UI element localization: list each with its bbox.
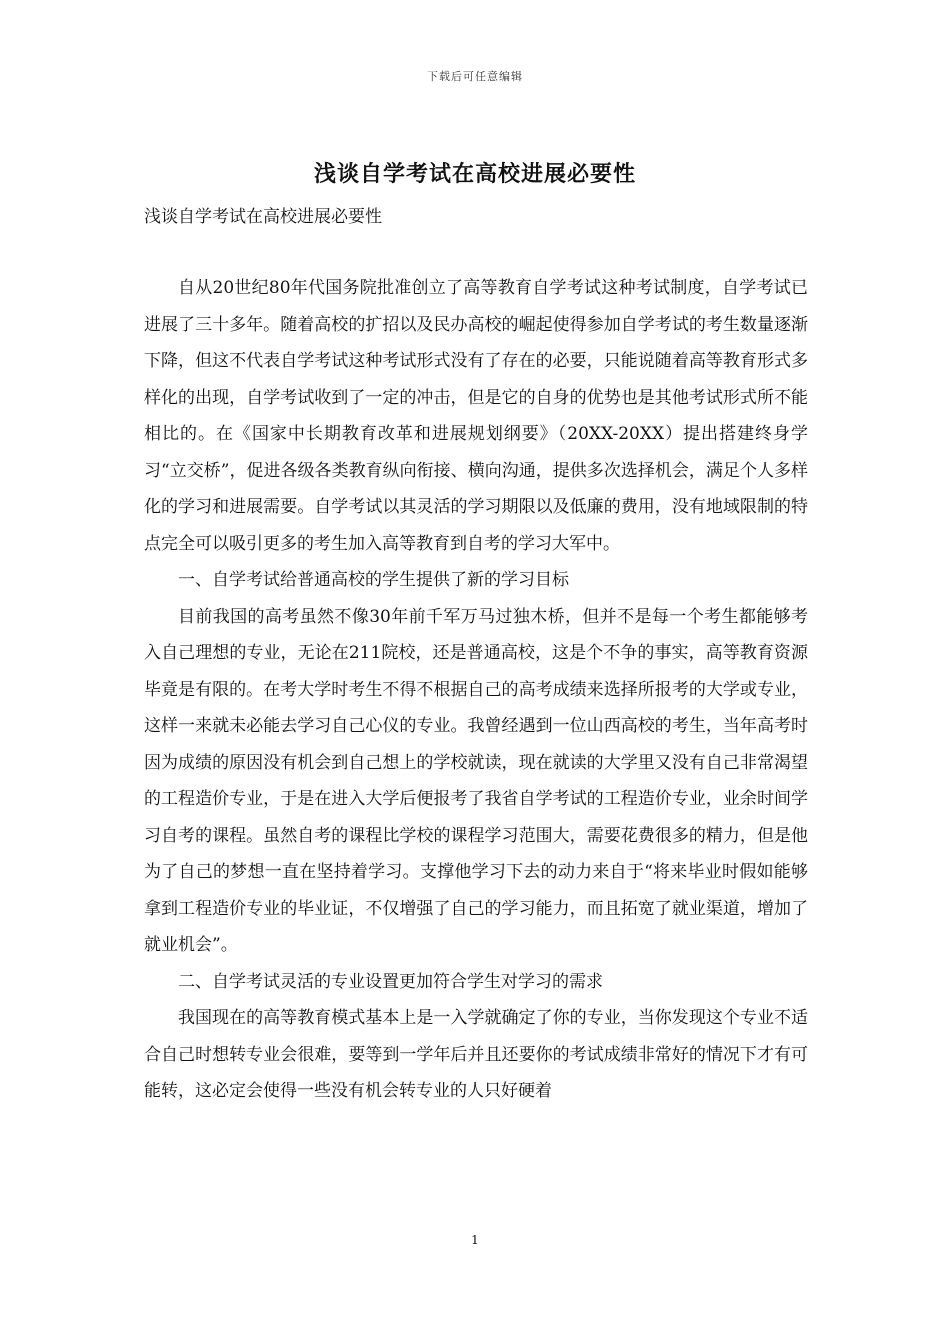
document-body bbox=[144, 270, 808, 1110]
paragraph-section-2: 我国现在的高等教育模式基本上是一入学就确定了你的专业，当你发现这个专业不适合自己时想转专业会很难，要等到一学年后并且还要你的考试成绩非常好的情况下才有可能转，这必定会使得一些没有机会转专业的人只好硬着 bbox=[144, 1008, 808, 1101]
section-heading-2: 二、自学考试灵活的专业设置更加符合学生对学习的需求 bbox=[178, 971, 603, 992]
paragraph-section-1: 目前我国的高考虽然不像30年前千军万马过独木桥，但并不是每一个考生都能够考入自己理想的专业，无论在211院校，还是普通高校，这是个不争的事实，高等教育资源毕竟是有限的。在考大学时考生不得不根据自己的高考成绩来选择所报考的大学或专业，这样一来就未必能去学习自己心仪的专业。我曾经遇到一位山西高校的考生，当年高考时因为成绩的原因没有机会到自己想上的学校就读，现在就读的大学里又没有自己非常渴望的工程造价专业，于是在进入大学后便报考了我省自学考试的工程造价专业，业余时间学习自考的课程。虽然自考的课程比学校的课程学习范围大，需要花费很多的精力，但是他为了自己的梦想一直在坚持着学习。支撑他学习下去的动力来自于“将来毕业时假如能够拿到工程造价专业的毕业证，不仅增强了自己的学习能力，而且拓宽了就业渠道，增加了就业机会”。 bbox=[144, 606, 808, 955]
document-subtitle: 浅谈自学考试在高校进展必要性 bbox=[144, 207, 382, 227]
page-number: 1 bbox=[471, 1233, 479, 1247]
document-title: 浅谈自学考试在高校进展必要性 bbox=[313, 161, 636, 187]
section-heading-1: 一、自学考试给普通高校的学生提供了新的学习目标 bbox=[178, 570, 569, 590]
paragraph-intro: 自从20世纪80年代国务院批准创立了高等教育自学考试这种考试制度，自学考试已进展了三十多年。随着高校的扩招以及民办高校的崛起使得参加自学考试的考生数量逐渐下降，但这不代表自学考试这种考试形式没有了存在的必要，只能说随着高等教育形式多样化的出现，自学考试收到了一定的冲击，但是它的自身的优势也是其他考试形式所不能相比的。在《国家中长期教育改革和进展规划纲要》（20XX-20XX）提出搭建终身学习“立交桥”，促进各级各类教育纵向衔接、横向沟通，提供多次选择机会，满足个人多样化的学习和进展需要。自学考试以其灵活的学习期限以及低廉的费用，没有地域限制的特点完全可以吸引更多的考生加入高等教育到自考的学习大军中。 bbox=[144, 278, 808, 554]
header-note: 下载后可任意编辑 bbox=[427, 70, 523, 83]
